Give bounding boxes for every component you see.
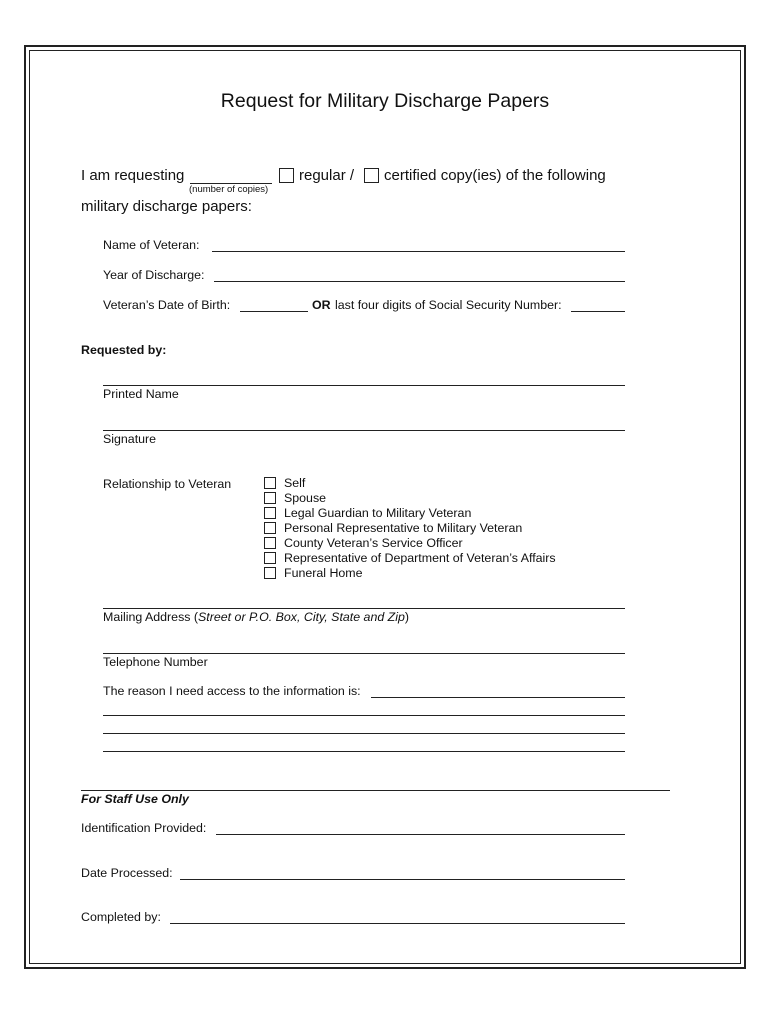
mailing-suffix: ) [404,610,410,624]
telephone-label: Telephone Number [103,655,208,669]
certified-label: certified copy(ies) of the following [384,167,606,184]
relationship-option: Spouse [284,491,327,505]
relationship-guardian-checkbox[interactable] [264,507,276,519]
reason-field-1[interactable] [371,697,625,698]
requested-by-heading: Requested by: [81,343,167,357]
relationship-va-rep-checkbox[interactable] [264,552,276,564]
signature-label: Signature [103,432,157,446]
relationship-option: Funeral Home [284,566,363,580]
staff-divider [81,790,670,791]
regular-checkbox[interactable] [279,168,294,183]
copies-hint: (number of copies) [189,184,269,195]
relationship-option: Representative of Department of Veteran’s Affairs [284,551,556,565]
discharge-year-label: Year of Discharge: [103,268,205,282]
printed-name-label: Printed Name [103,387,179,401]
veteran-name-label: Name of Veteran: [103,238,200,252]
reason-field-2[interactable] [103,715,625,716]
mailing-detail: Street or P.O. Box, City, State and Zip [198,610,405,624]
ssn-label: last four digits of Social Security Number: [335,298,562,312]
reason-field-3[interactable] [103,733,625,734]
completed-by-label: Completed by: [81,910,161,924]
id-provided-field[interactable] [216,834,625,835]
certified-checkbox[interactable] [364,168,379,183]
dob-label: Veteran’s Date of Birth: [103,298,231,312]
relationship-option: Self [284,476,306,490]
or-label: OR [312,298,331,312]
request-line2: military discharge papers: [81,198,252,215]
relationship-spouse-checkbox[interactable] [264,492,276,504]
relationship-self-checkbox[interactable] [264,477,276,489]
mailing-prefix: Mailing Address ( [103,610,199,624]
date-processed-field[interactable] [180,879,625,880]
regular-label: regular / [299,167,355,184]
staff-heading: For Staff Use Only [81,792,189,806]
printed-name-field[interactable] [103,385,625,386]
date-processed-label: Date Processed: [81,866,173,880]
telephone-field[interactable] [103,653,625,654]
relationship-funeral-home-checkbox[interactable] [264,567,276,579]
reason-field-4[interactable] [103,751,625,752]
request-prefix: I am requesting [81,167,185,184]
completed-by-field[interactable] [170,923,625,924]
relationship-label: Relationship to Veteran [103,477,232,491]
mailing-address-label [103,610,409,624]
relationship-option: County Veteran’s Service Officer [284,536,463,550]
relationship-option: Legal Guardian to Military Veteran [284,506,472,520]
veteran-name-field[interactable] [212,251,625,252]
discharge-year-field[interactable] [214,281,625,282]
dob-field[interactable] [240,311,308,312]
reason-label: The reason I need access to the information is: [103,684,361,698]
mailing-address-field[interactable] [103,608,625,609]
ssn-field[interactable] [571,311,625,312]
signature-field[interactable] [103,430,625,431]
form-title: Request for Military Discharge Papers [220,90,550,112]
id-provided-label: Identification Provided: [81,821,207,835]
relationship-option: Personal Representative to Military Veteran [284,521,523,535]
relationship-county-officer-checkbox[interactable] [264,537,276,549]
relationship-personal-rep-checkbox[interactable] [264,522,276,534]
